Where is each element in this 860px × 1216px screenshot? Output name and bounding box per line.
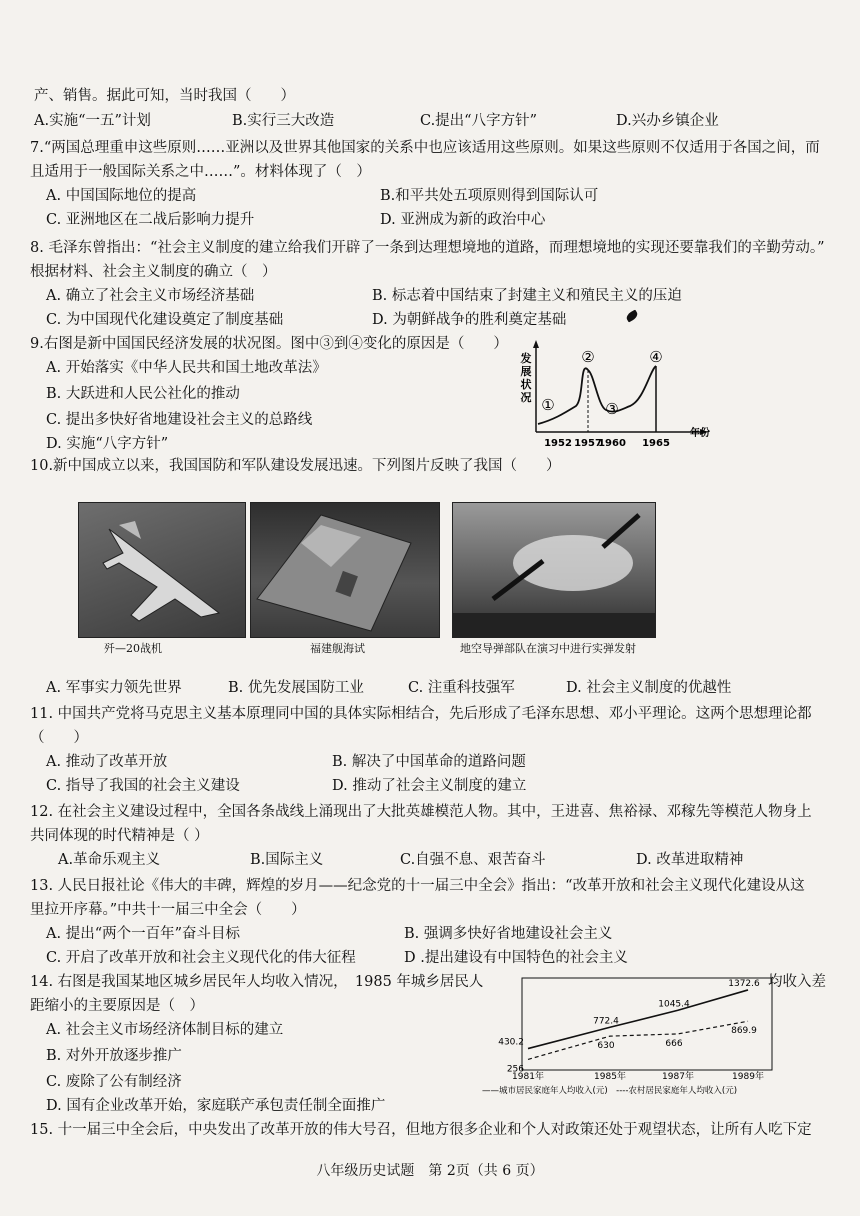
question-12-stem: 12. 在社会主义建设过程中，全国各条战线上涌现出了大批英雄模范人物。其中，王进喜、焦裕禄、邓稼先等模范人物身上 (30, 804, 812, 820)
x-tick-label: 1989年 (732, 1072, 764, 1082)
svg-text:展: 展 (520, 365, 532, 378)
economy-development-chart (508, 340, 718, 458)
svg-text:状: 状 (520, 378, 532, 391)
q11-option-b: B. 解决了中国革命的道路问题 (332, 754, 526, 770)
q9-option-d: D. 实施“八字方针” (46, 436, 169, 452)
question-14-stem: 14. 右图是我国某地区城乡居民年人均收入情况， 1985 年城乡居民人 (30, 974, 484, 990)
q11-option-a: A. 推动了改革开放 (46, 754, 168, 770)
tick-1960: 1960 (598, 438, 626, 449)
question-8-stem-2: 根据材料、社会主义制度的确立（ ） (30, 264, 277, 280)
tick-1965: 1965 (642, 438, 670, 449)
question-11-stem: 11. 中国共产党将马克思主义基本原理同中国的具体实际相结合，先后形成了毛泽东思想、邓小平理论。这两个思想理论都 (30, 706, 812, 722)
data-label: 1045.4 (658, 999, 690, 1010)
caption-fujian: 福建舰海试 (310, 642, 365, 655)
data-label: 630 (597, 1041, 615, 1052)
q11-option-c: C. 指导了我国的社会主义建设 (46, 778, 240, 794)
q6-option-d: D.兴办乡镇企业 (616, 113, 719, 129)
tick-1952: 1952 (544, 438, 572, 449)
q14-option-b: B. 对外开放逐步推广 (46, 1048, 182, 1064)
point-4: ④ (649, 348, 663, 366)
q11-option-d: D. 推动了社会主义制度的建立 (332, 778, 527, 794)
tick-1957: 1957 (574, 438, 602, 449)
data-label: 1372.6 (728, 978, 760, 989)
question-10-stem: 10.新中国成立以来，我国国防和军队建设发展迅速。下列图片反映了我国（ ） (30, 458, 561, 474)
q7-option-b: B.和平共处五项原则得到国际认可 (380, 188, 599, 204)
income-chart (478, 976, 778, 1100)
fighter-jet-icon (79, 503, 245, 637)
data-label: 772.4 (593, 1016, 619, 1027)
q13-option-a: A. 提出“两个一百年”奋斗目标 (46, 926, 241, 942)
q13-option-d: D .提出建设有中国特色的社会主义 (404, 950, 628, 966)
data-label: 869.9 (731, 1026, 757, 1037)
data-label: 430.2 (498, 1037, 524, 1048)
question-7-stem-2: 且适用于一般国际关系之中……”。材料体现了（ ） (30, 164, 371, 180)
series-line-urban (528, 990, 748, 1052)
question-8-stem: 8. 毛泽东曾指出：“社会主义制度的建立给我们开辟了一条到达理想境地的道路，而理想境地的实现还要靠我们的辛勤劳动。” (30, 240, 825, 256)
caption-j20: 歼—20战机 (104, 642, 162, 655)
q6-option-c: C.提出“八字方针” (420, 113, 538, 129)
x-tick-label: 1981年 (512, 1072, 544, 1082)
question-12-stem-2: 共同体现的时代精神是（ ） (30, 828, 209, 844)
q10-option-d: D. 社会主义制度的优越性 (566, 680, 732, 696)
point-2: ② (581, 348, 595, 366)
missile-icon (453, 503, 655, 637)
question-9-stem: 9.右图是新中国国民经济发展的状况图。图中③到④变化的原因是（ ） (30, 336, 508, 352)
q13-option-c: C. 开启了改革开放和社会主义现代化的伟大征程 (46, 950, 356, 966)
q8-option-b: B. 标志着中国结束了封建主义和殖民主义的压迫 (372, 288, 682, 304)
q10-option-a: A. 军事实力领先世界 (46, 680, 182, 696)
x-tick-label: 1987年 (662, 1072, 694, 1082)
question-15-stem: 15. 十一届三中全会后，中央发出了改革开放的伟大号召，但地方很多企业和个人对政策还处于观望状态，让所有人吃下定 (30, 1122, 812, 1138)
x-tick-label: 1985年 (594, 1072, 626, 1082)
q12-option-c: C.自强不息、艰苦奋斗 (400, 852, 546, 868)
q12-option-b: B.国际主义 (250, 852, 324, 868)
q10-option-c: C. 注重科技强军 (408, 680, 515, 696)
question-6-tail: 产、销售。据此可知，当时我国（ ） (34, 88, 295, 104)
question-14-stem-2: 距缩小的主要原因是（ ） (30, 998, 204, 1014)
q14-option-a: A. 社会主义市场经济体制目标的建立 (46, 1022, 284, 1038)
q8-option-d: D. 为朝鲜战争的胜利奠定基础 (372, 312, 567, 328)
q8-option-c: C. 为中国现代化建设奠定了制度基础 (46, 312, 284, 328)
question-14-stem-end: 均收入差 (768, 974, 826, 990)
q12-option-a: A.革命乐观主义 (58, 852, 161, 868)
question-13-stem: 13. 人民日报社论《伟大的丰碑，辉煌的岁月——纪念党的十一届三中全会》指出：“改革开放和社会主义现代化建设从这 (30, 878, 805, 894)
q9-option-a: A. 开始落实《中华人民共和国土地改革法》 (46, 360, 327, 376)
q8-option-a: A. 确立了社会主义市场经济基础 (46, 288, 255, 304)
development-curve (538, 366, 656, 424)
x-axis-label: 年份 (690, 428, 710, 439)
q9-option-c: C. 提出多快好省地建设社会主义的总路线 (46, 412, 313, 428)
q7-option-c: C. 亚洲地区在二战后影响力提升 (46, 212, 255, 228)
data-label: 256 (506, 1064, 524, 1075)
q9-option-b: B. 大跃进和人民公社化的推动 (46, 386, 240, 402)
chart-legend: ——城市居民家庭年人均收入(元) ----农村居民家庭年人均收入(元) (482, 1086, 738, 1096)
q7-option-d: D. 亚洲成为新的政治中心 (380, 212, 546, 228)
q6-option-b: B.实行三大改造 (232, 113, 335, 129)
svg-text:况: 况 (520, 391, 532, 404)
aircraft-carrier-icon (251, 503, 439, 637)
data-label: 666 (665, 1038, 683, 1049)
point-3: ③ (605, 400, 619, 418)
q7-option-a: A. 中国国际地位的提高 (46, 188, 197, 204)
q14-option-c: C. 废除了公有制经济 (46, 1074, 182, 1090)
q12-option-d: D. 改革进取精神 (636, 852, 744, 868)
question-11-stem-2: （ ） (30, 730, 88, 746)
question-7-stem: 7.“两国总理重申这些原则……亚洲以及世界其他国家的关系中也应该适用这些原则。如果这些原则不仅适用于各国之间，而 (30, 140, 820, 156)
fujian-carrier-photo (250, 502, 440, 638)
q13-option-b: B. 强调多快好省地建设社会主义 (404, 926, 613, 942)
point-1: ① (541, 396, 555, 414)
q14-option-d: D. 国有企业改革开始，家庭联产承包责任制全面推广 (46, 1098, 386, 1114)
j20-fighter-photo (78, 502, 246, 638)
question-13-stem-2: 里拉开序幕。”中共十一届三中全会（ ） (30, 902, 306, 918)
q6-option-a: A.实施“一五”计划 (34, 113, 151, 129)
caption-missile: 地空导弹部队在演习中进行实弹发射 (460, 642, 636, 655)
y-label-1: 发 (520, 352, 532, 365)
page-footer: 八年级历史试题 第 2页（共 6 页） (316, 1163, 544, 1179)
missile-launch-photo (452, 502, 656, 638)
q10-option-b: B. 优先发展国防工业 (228, 680, 364, 696)
ink-blot (625, 310, 639, 323)
